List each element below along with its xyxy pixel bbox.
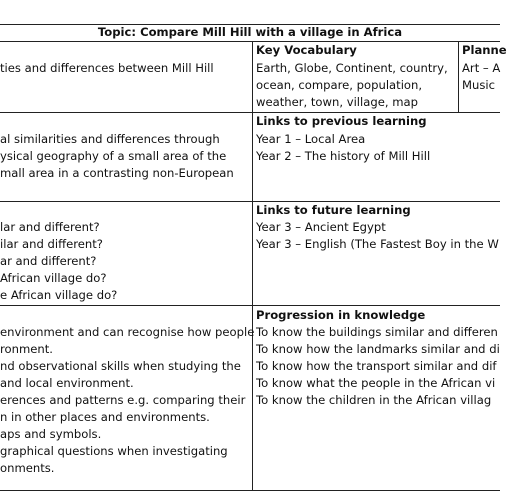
text-line: lar and different?	[0, 220, 100, 234]
text-line: ilar and different?	[0, 237, 103, 251]
row-divider	[0, 41, 500, 42]
progression-list	[256, 324, 500, 409]
list-item: To know how the transport similar and dif	[256, 359, 497, 373]
text-line: aps and symbols.	[0, 427, 102, 441]
previous-learning-list	[256, 131, 430, 165]
future-learning-list	[256, 219, 499, 253]
list-item: Year 2 – The history of Mill Hill	[256, 149, 431, 163]
key-vocabulary-heading: Key Vocabulary	[256, 43, 357, 57]
table-border-bottom	[0, 490, 500, 491]
row4-left-text	[0, 324, 254, 477]
text-line: mall area in a contrasting non-European	[0, 166, 234, 180]
list-item: To know how the landmarks similar and di	[256, 342, 500, 356]
text-line: n in other places and environments.	[0, 410, 210, 424]
text-line: ronment.	[0, 342, 53, 356]
planned-line: Music	[462, 78, 495, 92]
text-line: nd observational skills when studying the	[0, 359, 241, 373]
list-item: Year 3 – Ancient Egypt	[256, 220, 386, 234]
list-item: Year 3 – English (The Fastest Boy in the W	[256, 237, 499, 251]
list-item: To know what the people in the African vi	[256, 376, 496, 390]
list-item: To know the buildings similar and differen	[256, 325, 498, 339]
text-line: and local environment.	[0, 376, 134, 390]
text-line: African village do?	[0, 271, 107, 285]
previous-learning-heading: Links to previous learning	[256, 114, 427, 128]
key-vocabulary-list	[256, 60, 448, 111]
text-line: environment and can recognise how people	[0, 325, 255, 339]
text-line: al similarities and differences through	[0, 132, 220, 146]
planned-list	[462, 60, 500, 94]
text-line: e African village do?	[0, 288, 118, 302]
text-line: ar and different?	[0, 254, 97, 268]
topic-title: Topic: Compare Mill Hill with a village in Africa	[97, 25, 403, 39]
list-item: To know the children in the African villag	[256, 393, 492, 407]
text-line: erences and patterns e.g. comparing their	[0, 393, 246, 407]
text-line: graphical questions when investigating	[0, 444, 228, 458]
planned-line: Art – A	[462, 61, 501, 75]
text-line: ties and differences between Mill Hill	[0, 61, 214, 75]
future-learning-heading: Links to future learning	[256, 203, 411, 217]
row2-left-text	[0, 131, 234, 182]
row-divider	[0, 201, 500, 202]
planned-heading: Planne	[462, 43, 507, 57]
progression-heading: Progression in knowledge	[256, 308, 426, 322]
text-line: onments.	[0, 461, 55, 475]
column-divider	[458, 41, 459, 112]
list-item: Year 1 – Local Area	[256, 132, 366, 146]
row-divider	[0, 305, 500, 306]
text-line: ysical geography of a small area of the	[0, 149, 227, 163]
vocab-line: ocean, compare, population,	[256, 78, 423, 92]
vocab-line: Earth, Globe, Continent, country,	[256, 61, 448, 75]
row1-left-text	[0, 60, 214, 77]
vocab-line: weather, town, village, map	[256, 95, 418, 109]
row3-left-text	[0, 219, 117, 304]
